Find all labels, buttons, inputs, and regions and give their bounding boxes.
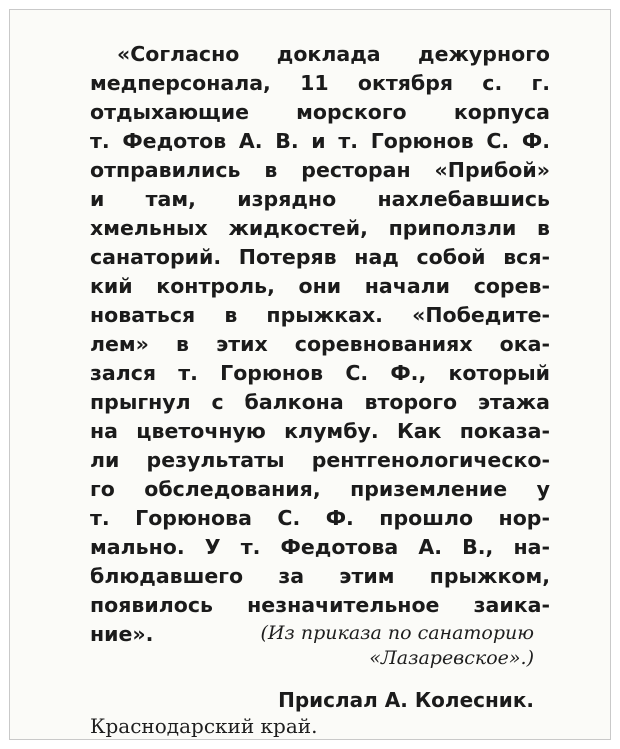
- article-line: на цветочную клумбу. Как показа-: [90, 419, 550, 443]
- article-line: т. Федотов А. В. и т. Горюнов С. Ф.: [90, 129, 550, 153]
- article-line: прыгнул с балкона второго этажа: [90, 390, 550, 414]
- article-line: отправились в ресторан «Прибой»: [90, 158, 550, 182]
- author-region: Краснодарский край.: [90, 714, 318, 738]
- article-line: зался т. Горюнов С. Ф., который: [90, 361, 550, 385]
- article-body: [90, 40, 550, 649]
- article-line: и там, изрядно нахлебавшись: [90, 187, 550, 211]
- article-line: медперсонала, 11 октября с. г.: [90, 71, 550, 95]
- article-line: ние».: [90, 622, 154, 646]
- article-line: т. Горюнова С. Ф. прошло нор-: [90, 506, 550, 530]
- clipping-frame: [9, 9, 611, 740]
- article-line: «Согласно доклада дежурного: [117, 42, 550, 66]
- article-line: отдыхающие морского корпуса: [90, 100, 550, 124]
- source-line: «Лазаревское».): [369, 647, 534, 669]
- article-line: новаться в прыжках. «Победите-: [90, 303, 550, 327]
- article-line: кий контроль, они начали сорев-: [90, 274, 550, 298]
- article-line: хмельных жидкостей, приползли в: [90, 216, 550, 240]
- article-line: мально. У т. Федотова А. В., на-: [90, 535, 550, 559]
- article-line: санаторий. Потеряв над собой вся-: [90, 245, 550, 269]
- article-line: появилось незначительное заика-: [90, 593, 550, 617]
- article-line: ли результаты рентгенологическо-: [90, 448, 550, 472]
- article-line: лем» в этих соревнованиях ока-: [90, 332, 550, 356]
- article-line: блюдавшего за этим прыжком,: [90, 564, 550, 588]
- article-line: го обследования, приземление у: [90, 477, 550, 501]
- author-signature: Прислал А. Колесник.: [278, 688, 534, 712]
- source-line: (Из приказа по санаторию: [260, 622, 534, 644]
- source-citation: [260, 621, 534, 671]
